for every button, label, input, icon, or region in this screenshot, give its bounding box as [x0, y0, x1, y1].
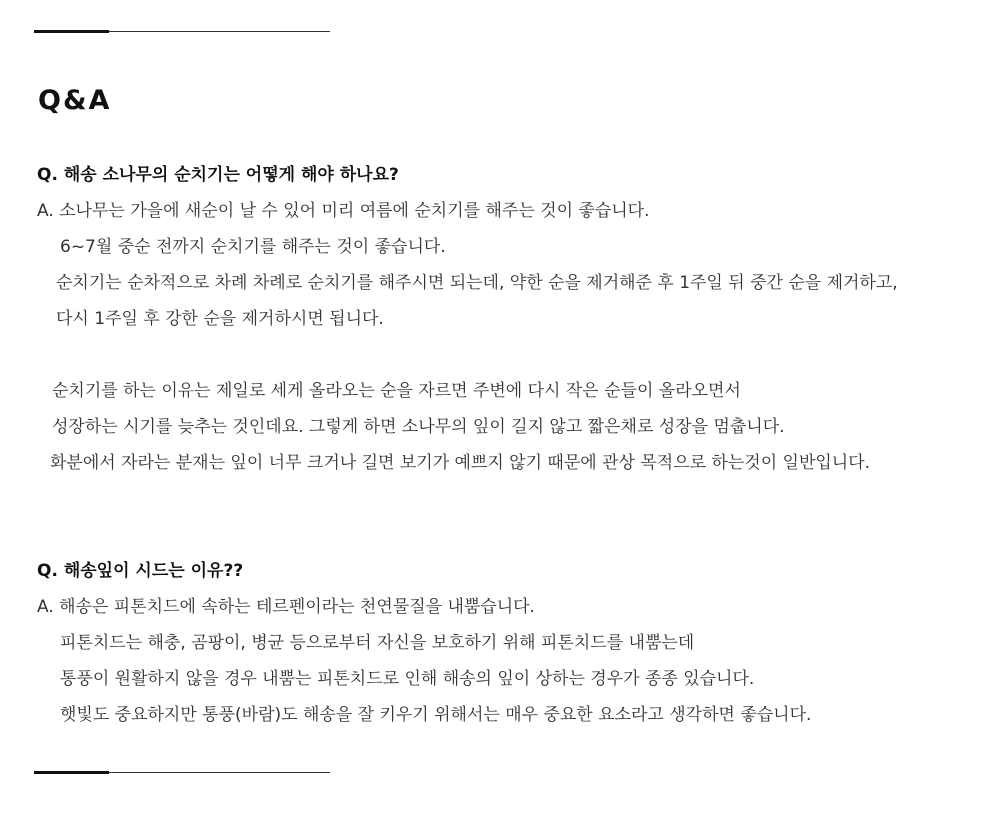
answer-1-line-6: 성장하는 시기를 늦추는 것인데요. 그렇게 하면 소나무의 잎이 길지 않고 짧은채로 성장을 멈춥니다. — [52, 417, 785, 437]
top-divider-accent — [34, 30, 109, 33]
top-divider — [34, 31, 330, 32]
answer-2-line-3: 통풍이 원활하지 않을 경우 내뿜는 피톤치드로 인해 해송의 잎이 상하는 경우가 종종 있습니다. — [60, 669, 755, 689]
question-2: Q. 해송잎이 시드는 이유?? — [37, 561, 244, 581]
answer-1-line-7: 화분에서 자라는 분재는 잎이 너무 크거나 길면 보기가 예쁘지 않기 때문에 관상 목적으로 하는것이 일반입니다. — [50, 453, 871, 473]
answer-1-line-5: 순치기를 하는 이유는 제일로 세게 올라오는 순을 자르면 주변에 다시 작은 순들이 올라오면서 — [52, 381, 741, 401]
bottom-divider — [34, 772, 330, 773]
answer-1-line-1: A. 소나무는 가을에 새순이 날 수 있어 미리 여름에 순치기를 해주는 것이 좋습니다. — [37, 201, 650, 221]
answer-1-line-2: 6~7월 중순 전까지 순치기를 해주는 것이 좋습니다. — [60, 237, 446, 257]
page-title: Q&A — [38, 85, 112, 116]
answer-2-line-1: A. 해송은 피톤치드에 속하는 테르펜이라는 천연물질을 내뿜습니다. — [37, 597, 535, 617]
answer-2-line-2: 피톤치드는 해충, 곰팡이, 병균 등으로부터 자신을 보호하기 위해 피톤치드를 내뿜는데 — [60, 633, 695, 653]
answer-1-line-3: 순치기는 순차적으로 차례 차례로 순치기를 해주시면 되는데, 약한 순을 제거해준 후 1주일 뒤 중간 순을 제거하고, — [56, 273, 898, 293]
answer-2-line-4: 햇빛도 중요하지만 통풍(바람)도 해송을 잘 키우기 위해서는 매우 중요한 요소라고 생각하면 좋습니다. — [60, 705, 812, 725]
bottom-divider-accent — [34, 771, 109, 774]
answer-1-line-4: 다시 1주일 후 강한 순을 제거하시면 됩니다. — [56, 309, 384, 329]
question-1: Q. 해송 소나무의 순치기는 어떻게 해야 하나요? — [37, 165, 399, 185]
